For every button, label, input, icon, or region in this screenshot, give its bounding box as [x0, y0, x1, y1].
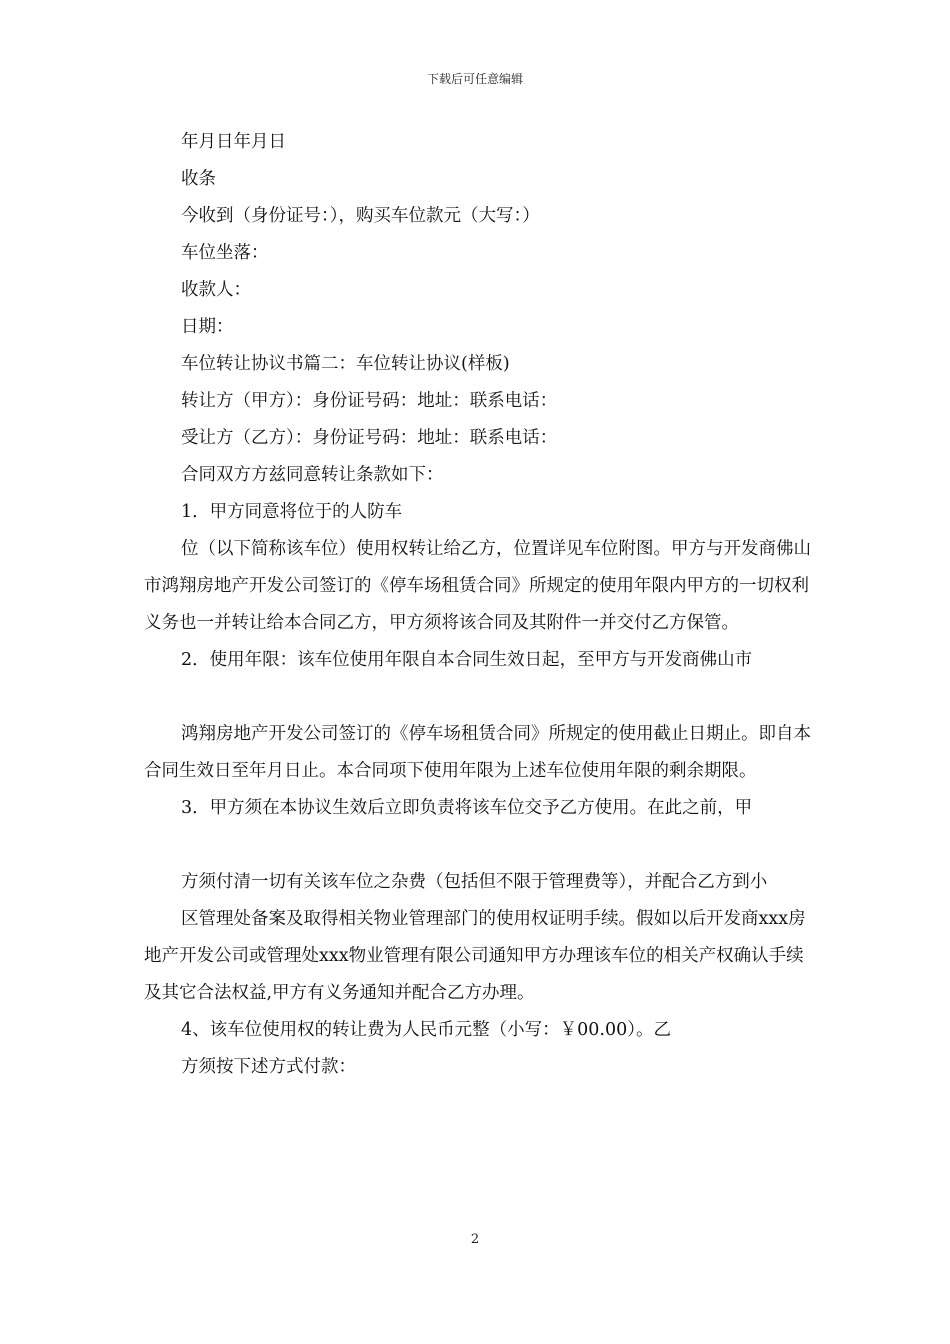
page-header-note: 下载后可任意编辑 — [426, 72, 523, 86]
paragraph-party-a: 转让方（甲方）：身份证号码：地址：联系电话： — [181, 391, 558, 411]
paragraph-clause-3-start: 3．甲方须在本协议生效后立即负责将该车位交予乙方使用。在此之前，甲 — [181, 798, 753, 818]
paragraph-payee: 收款人： — [181, 280, 251, 300]
paragraph-location: 车位坐落： — [181, 243, 269, 263]
paragraph-clause-4-body: 方须按下述方式付款： — [181, 1057, 356, 1077]
paragraph-terms-intro: 合同双方方兹同意转让条款如下： — [181, 465, 444, 485]
paragraph-clause-1-start: 1．甲方同意将位于的人防车 — [181, 502, 403, 522]
paragraph-clause-2-body: 鸿翔房地产开发公司签订的《停车场租赁合同》所规定的使用截止日期止。即自本合同生效日至年月日止。本合同项下使用年限为上述车位使用年限的剩余期限。 — [144, 724, 811, 781]
document-body — [144, 124, 812, 1086]
paragraph-clause-1-body: 位（以下简称该车位）使用权转让给乙方，位置详见车位附图。甲方与开发商佛山市鸿翔房地产开发公司签订的《停车场租赁合同》所规定的使用年限内甲方的一切权利义务也一并转让给本合同乙方，甲方须将该合同及其附件一并交付乙方保管。 — [144, 539, 811, 633]
paragraph-date: 年月日年月日 — [181, 132, 286, 152]
paragraph-party-b: 受让方（乙方）：身份证号码：地址：联系电话： — [181, 428, 558, 448]
paragraph-clause-3-continued: 方须付清一切有关该车位之杂费（包括但不限于管理费等），并配合乙方到小 — [181, 872, 768, 892]
paragraph-date-label: 日期： — [181, 317, 234, 337]
paragraph-receipt-text: 今收到（身份证号：），购买车位款元（大写：） — [181, 206, 540, 226]
paragraph-agreement-title: 车位转让协议书篇二：车位转让协议(样板) — [181, 354, 510, 374]
paragraph-clause-4-start: 4、该车位使用权的转让费为人民币元整（小写：￥00.00）。乙 — [181, 1020, 671, 1040]
page-number: 2 — [470, 1232, 480, 1247]
paragraph-clause-2-start: 2．使用年限：该车位使用年限自本合同生效日起，至甲方与开发商佛山市 — [181, 650, 753, 670]
paragraph-clause-3-body: 区管理处备案及取得相关物业管理部门的使用权证明手续。假如以后开发商xxx房地产开发公司或管理处xxx物业管理有限公司通知甲方办理该车位的相关产权确认手续及其它合法权益,甲方有义务通知并配合乙方办理。 — [144, 909, 806, 1003]
paragraph-receipt-title: 收条 — [181, 169, 216, 189]
